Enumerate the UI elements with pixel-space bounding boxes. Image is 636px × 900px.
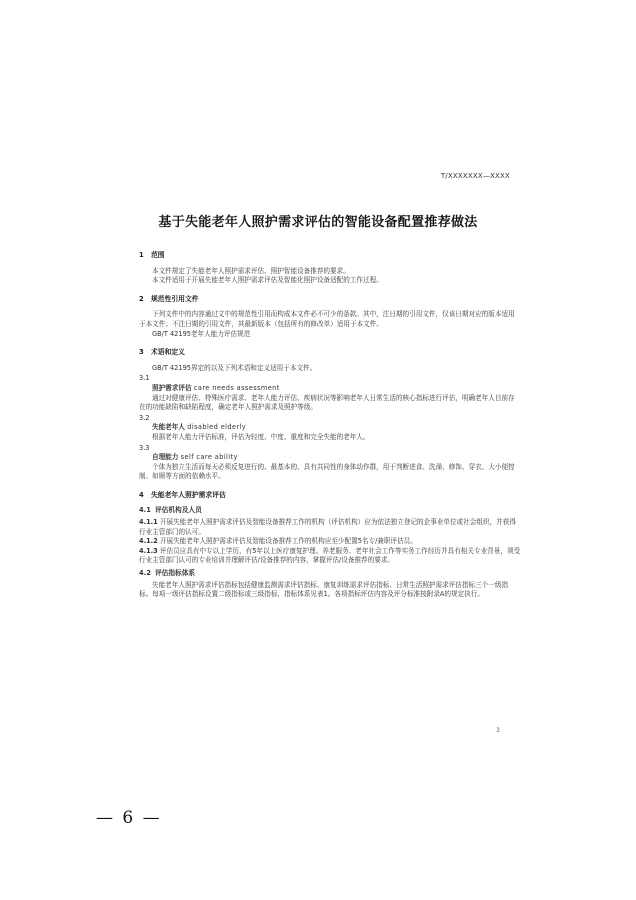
- term-chinese: 自理能力: [152, 453, 179, 462]
- term-definition: 个体为独立生活而每天必须反复进行的、最基本的、具有共同性的身体动作群，用于判断进食、洗澡、修饰、穿衣、大小便控制、如厕等方面的依赖水平。: [139, 462, 515, 481]
- section-1-paragraph-1: 本文件规定了失能老年人照护需求评估、照护智能设备推荐的要求。: [152, 266, 350, 275]
- section-2-paragraph: 下列文件中的内容通过文中的规范性引用而构成本文件必不可少的条款。其中，注日期的引用文件，仅该日期对应的版本适用于本文件；不注日期的引用文件，其最新版本（包括所有的修改单）适用于本文件。: [139, 310, 515, 328]
- term-chinese: 照护需求评估: [152, 383, 192, 392]
- clause-text: 评估员应具有中专以上学历，有5年以上医疗康复护理、养老服务、老年社会工作等实务工作经历并具有相关专业背景，须受行业主管部门认可的专业培训并理解评估/设备推荐的内容，掌握评估/设备推荐的要求。: [139, 546, 521, 565]
- term-english: self care ability: [180, 453, 238, 462]
- section-1-paragraph-2: 本文件适用于开展失能老年人照护需求评估及智能化照护设备适配的工作过程。: [152, 276, 383, 285]
- term-chinese: 失能老年人: [152, 423, 185, 432]
- section-number: 4: [139, 490, 144, 499]
- section-title: 规范性引用文件: [151, 294, 199, 303]
- folio-page-number: — 6 —: [96, 808, 162, 828]
- clause-4-1-2: [139, 537, 521, 547]
- term-number: 3.1: [139, 374, 150, 383]
- subsection-4-1-heading: [139, 506, 521, 516]
- clause-4-1-1: [139, 518, 521, 537]
- clause-number: 4.1.2: [139, 537, 158, 546]
- section-title: 失能老年人照护需求评估: [151, 490, 226, 499]
- section-1-heading: [139, 251, 521, 261]
- section-3-intro: GB/T 42195界定的以及下列术语和定义适用于本文件。: [152, 363, 317, 372]
- clause-text: 开展失能老年人照护需求评估及智能设备推荐工作的机构应至少配置5名专/兼职评估员。: [159, 537, 417, 546]
- term-heading: [139, 384, 521, 394]
- standard-number: T/XXXXXXX—XXXX: [440, 172, 510, 180]
- document-title: 基于失能老年人照护需求评估的智能设备配置推荐做法: [158, 215, 478, 230]
- section-title: 范围: [151, 251, 165, 259]
- term-number: 3.3: [139, 443, 150, 452]
- document-body: [139, 251, 521, 600]
- subsection-title: 评估指标体系: [155, 569, 196, 578]
- subsection-number: 4.1: [139, 506, 151, 515]
- subsection-number: 4.2: [139, 569, 151, 578]
- term-heading: [139, 453, 521, 463]
- term-english: care needs assessment: [193, 383, 280, 392]
- subsection-4-2-paragraph: 失能老年人照护需求评估指标包括健康监测需求评估指标、康复训练需求评估指标、日常生活照护需求评估指标三个一级指标。每项一级评估指标设置二级指标或三级指标，指标体系见表1。各项指标评估内容及评分标准按附录A的规定执行。: [139, 580, 509, 599]
- term-heading: [139, 423, 521, 433]
- term-definition: 根据老年人能力评估标准，评估为轻度、中度、重度和完全失能的老年人。: [152, 432, 370, 441]
- clause-number: 4.1.1: [139, 518, 158, 527]
- section-2-heading: [139, 295, 521, 305]
- subsection-title: 评估机构及人员: [155, 506, 202, 515]
- section-number: 2: [139, 294, 144, 303]
- term-number: 3.2: [139, 413, 150, 422]
- term-english: disabled elderly: [187, 423, 247, 432]
- section-title: 术语和定义: [151, 348, 185, 357]
- clause-text: 开展失能老年人照护需求评估及智能设备推荐工作的机构（评估机构）应为依法独立登记的企事业单位或社会组织，并获得行业主管部门的认可。: [139, 518, 516, 536]
- normative-reference: GB/T 42195老年人能力评估规范: [152, 329, 251, 338]
- section-3-heading: [139, 348, 521, 358]
- subsection-4-2-heading: [139, 569, 521, 579]
- clause-number: 4.1.3: [139, 546, 158, 555]
- clause-4-1-3: [139, 547, 521, 566]
- section-number: 1: [139, 251, 144, 259]
- section-number: 3: [139, 348, 144, 357]
- document-page-number: 3: [496, 727, 500, 734]
- section-4-heading: [139, 491, 521, 501]
- term-definition: 通过对健康评估、特殊医疗需求、老年人能力评估、疾病状况等影响老年人日常生活的核心指标进行评估，明确老年人目前存在的功能缺陷和缺陷程度，确定老年人照护需求及照护等级。: [139, 393, 515, 412]
